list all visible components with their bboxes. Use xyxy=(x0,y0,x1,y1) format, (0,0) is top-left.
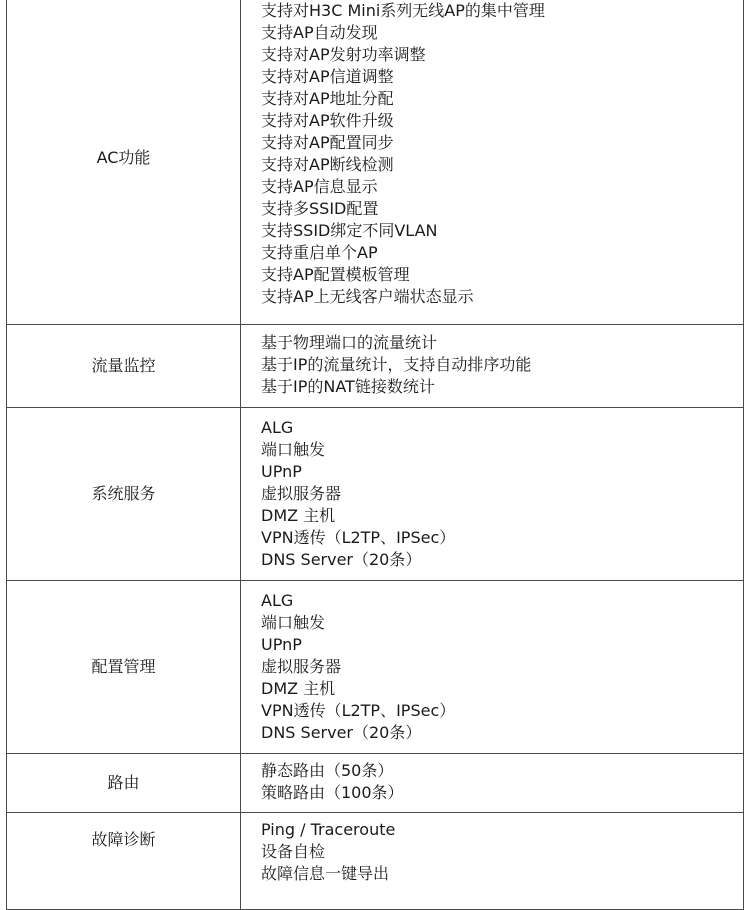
list-item: DMZ 主机 xyxy=(261,679,336,698)
list-item: 支持对AP配置同步 xyxy=(261,133,394,152)
list-item: 支持AP配置模板管理 xyxy=(261,265,410,284)
list-item: 支持对AP发射功率调整 xyxy=(261,45,426,64)
table-row xyxy=(7,408,744,581)
category-cell: 系统服务 xyxy=(7,408,241,581)
list-item: DMZ 主机 xyxy=(261,506,336,525)
list-item: VPN透传（L2TP、IPSec） xyxy=(261,528,456,547)
category-cell: AC功能 xyxy=(7,0,241,325)
list-item: 虚拟服务器 xyxy=(261,484,342,503)
features-cell xyxy=(241,581,744,754)
list-item: 基于IP的流量统计，支持自动排序功能 xyxy=(261,355,532,374)
list-item: VPN透传（L2TP、IPSec） xyxy=(261,701,456,720)
list-item: DNS Server（20条） xyxy=(261,550,422,569)
spec-table xyxy=(6,0,744,910)
list-item: 静态路由（50条） xyxy=(261,761,394,780)
list-item: 支持对H3C Mini系列无线AP的集中管理 xyxy=(261,1,545,20)
features-cell xyxy=(241,813,744,910)
category-cell: 故障诊断 xyxy=(7,813,241,910)
list-item: 支持对AP信道调整 xyxy=(261,67,394,86)
list-item: 支持SSID绑定不同VLAN xyxy=(261,221,438,240)
table-row xyxy=(7,325,744,408)
list-item: 支持AP信息显示 xyxy=(261,177,378,196)
list-item: 支持多SSID配置 xyxy=(261,199,379,218)
list-item: 故障信息一键导出 xyxy=(261,864,390,883)
table-row xyxy=(7,754,744,813)
list-item: 虚拟服务器 xyxy=(261,657,342,676)
list-item: UPnP xyxy=(261,462,302,481)
list-item: DNS Server（20条） xyxy=(261,723,422,742)
list-item: 端口触发 xyxy=(261,613,326,632)
category-cell: 流量监控 xyxy=(7,325,241,408)
list-item: 端口触发 xyxy=(261,440,326,459)
list-item: 支持对AP断线检测 xyxy=(261,155,394,174)
table-row xyxy=(7,813,744,910)
list-item: 支持AP自动发现 xyxy=(261,23,378,42)
table-row xyxy=(7,0,744,325)
features-cell xyxy=(241,325,744,408)
list-item: Ping / Traceroute xyxy=(261,820,396,839)
features-cell xyxy=(241,754,744,813)
list-item: 设备自检 xyxy=(261,842,326,861)
list-item: 支持对AP软件升级 xyxy=(261,111,394,130)
features-cell xyxy=(241,408,744,581)
list-item: ALG xyxy=(261,591,294,610)
features-cell xyxy=(241,0,744,325)
category-cell: 路由 xyxy=(7,754,241,813)
list-item: 基于IP的NAT链接数统计 xyxy=(261,377,435,396)
list-item: 支持对AP地址分配 xyxy=(261,89,394,108)
list-item: UPnP xyxy=(261,635,302,654)
list-item: 基于物理端口的流量统计 xyxy=(261,333,438,352)
table-row xyxy=(7,581,744,754)
category-cell: 配置管理 xyxy=(7,581,241,754)
list-item: 支持AP上无线客户端状态显示 xyxy=(261,287,474,306)
list-item: ALG xyxy=(261,418,294,437)
list-item: 支持重启单个AP xyxy=(261,243,378,262)
list-item: 策略路由（100条） xyxy=(261,783,404,802)
